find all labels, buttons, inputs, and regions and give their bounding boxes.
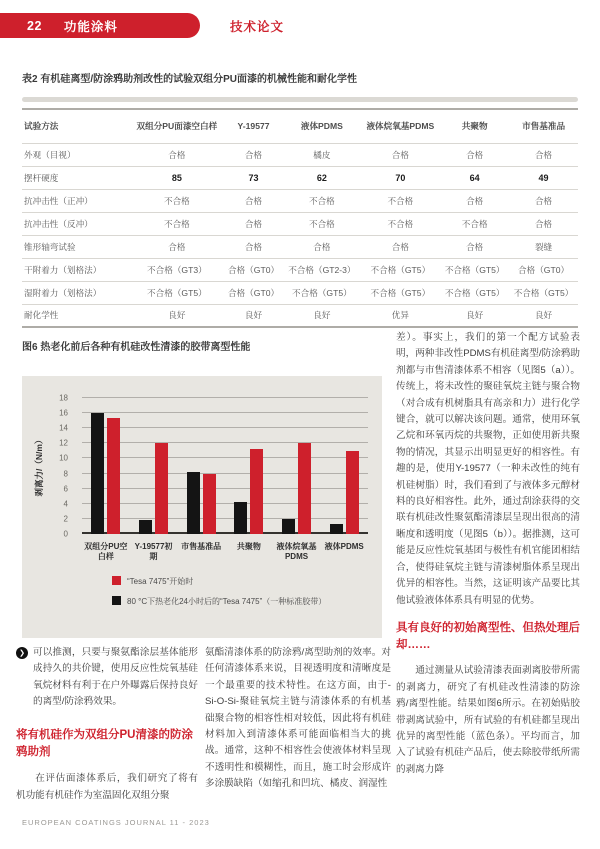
- bar-group: [82, 398, 130, 534]
- table-cell: 橘皮: [283, 143, 360, 166]
- table-row-label: 锥形轴弯试验: [22, 235, 130, 258]
- paragraph: 可以推测，只要与聚氨酯涂层基体能形成持久的共价键，使用反应性烷氧基硅氧烷材料有利于在户外曝露后保持良好的离型/防涂鸦效果。: [33, 647, 198, 708]
- table-row-label: 摆杆硬度: [22, 166, 130, 189]
- table-cell: 裂缝: [509, 235, 578, 258]
- table-cell: 不合格: [360, 189, 440, 212]
- y-tick-label: 16: [59, 408, 68, 418]
- table-cell: 不合格（GT5）: [283, 281, 360, 304]
- table-cell: 64: [440, 166, 509, 189]
- table-cell: 不合格（GT3）: [130, 258, 224, 281]
- table-cell: 合格: [440, 143, 509, 166]
- table-row: [22, 281, 578, 304]
- journal-footer: EUROPEAN COATINGS JOURNAL 11 - 2023: [22, 818, 210, 827]
- page-number: 22: [27, 18, 42, 33]
- table-cell: 不合格: [440, 212, 509, 235]
- table-row: [22, 143, 578, 166]
- table-cell: 不合格（GT5）: [509, 281, 578, 304]
- table-cell: 合格: [224, 143, 284, 166]
- table-cell: 70: [360, 166, 440, 189]
- table-row-label: 外观（目视）: [22, 143, 130, 166]
- table-cell: 合格: [360, 235, 440, 258]
- table-cell: 不合格: [283, 212, 360, 235]
- table-cell: 合格: [509, 189, 578, 212]
- bar: [187, 472, 200, 534]
- legend-label: “Tesa 7475”开始时: [127, 577, 194, 586]
- x-axis-labels: [82, 542, 368, 563]
- table-cell: 不合格: [130, 189, 224, 212]
- column-middle: [205, 645, 391, 793]
- bar: [107, 418, 120, 534]
- table-cell: 不合格（GT5）: [360, 258, 440, 281]
- y-tick-label: 10: [59, 453, 68, 463]
- table-cell: 合格: [130, 235, 224, 258]
- table-row-label: 湿附着力（划格法）: [22, 281, 130, 304]
- x-category-label: 液体烷氧基PDMS: [276, 542, 317, 562]
- x-category-label: Y-19577初期: [134, 542, 173, 562]
- article-type-label: 技术论文: [230, 19, 285, 34]
- y-tick-label: 6: [63, 484, 68, 494]
- table-cell: 合格: [509, 212, 578, 235]
- table-cell: 不合格（GT5）: [130, 281, 224, 304]
- x-category-label: 市售基准品: [181, 542, 222, 551]
- table-cell: 73: [224, 166, 284, 189]
- chart-bars: [82, 398, 368, 534]
- paragraph: 差）。事实上，我们的第一个配方试验表明，两种非改性PDMS有机硅离型/防涂鸦助剂都与市售清漆体系不相容（见图5（a））。传统上，将未改性的聚硅氧烷主链与聚合物（对合成有机树脂具有高亲和力）进行化学键合，就可以解决该问题。通常，使用环氧乙烷和环氧丙烷的共聚物，正如使用新共聚物的情况，其显示出明显更好的相容性。有趣的是，使用Y-19577（一种未改性的纯有机硅树脂）时，我们看到了与液体多元醇材料的良好相容性。此外，通过刮涂获得的交联有机硅改性聚氨酯清漆层呈现出很高的清晰度和透明度（见图5（b））。据推测，这可能是反应性烷氧基团与极性有机官能团相结合，使得硅氧烷主链与清漆树脂体系呈现出优异的相容性。当然，这证明该产品要比其他试验液体体系具有明显的优势。: [396, 332, 580, 606]
- table-cell: 62: [283, 166, 360, 189]
- bar-group: [130, 398, 178, 534]
- column-left: [16, 645, 198, 804]
- y-tick-label: 8: [63, 469, 68, 479]
- arrow-bullet-icon: ❯: [16, 647, 28, 659]
- bar: [203, 474, 216, 534]
- section-title: 功能涂料: [63, 19, 118, 34]
- bar: [91, 413, 104, 534]
- y-tick-label: 12: [59, 438, 68, 448]
- table-row: [22, 258, 578, 281]
- y-tick-label: 18: [59, 393, 68, 403]
- bar: [330, 524, 343, 534]
- bar-group: [225, 398, 273, 534]
- table-cell: 合格: [224, 189, 284, 212]
- table-cell: 合格（GT0）: [224, 281, 284, 304]
- table-row-label: 耐化学性: [22, 304, 130, 327]
- table-cell: 合格（GT0）: [509, 258, 578, 281]
- table-cell: 不合格（GT5）: [440, 281, 509, 304]
- column-right: [396, 330, 580, 778]
- page-header: [0, 13, 600, 38]
- table-column-header: 双组分PU面漆空白样: [136, 120, 218, 131]
- results-table-head: [22, 109, 578, 143]
- bar-chart: [22, 376, 382, 638]
- table-cell: 合格: [440, 189, 509, 212]
- table-column-header: 市售基准品: [522, 120, 566, 131]
- section-heading-initial-release: 具有良好的初始离型性、但热处理后却……: [396, 621, 580, 652]
- section-heading-antigraffiti: 将有机硅作为双组分PU清漆的防涂鸦助剂: [16, 728, 193, 758]
- legend-swatch: [112, 596, 121, 605]
- table-row: [22, 166, 578, 189]
- results-table-wrap: [22, 97, 578, 328]
- table-column-header: Y-19577: [237, 120, 270, 131]
- table-cell: 合格: [440, 235, 509, 258]
- table-cell: 不合格: [360, 212, 440, 235]
- table-row: [22, 189, 578, 212]
- table-column-header: 试验方法: [24, 120, 59, 131]
- table-column-header: 液体烷氧基PDMS: [366, 120, 435, 131]
- y-tick-label: 2: [63, 514, 68, 524]
- x-category-label: 共聚物: [236, 542, 261, 551]
- chart-legend: [112, 576, 326, 607]
- bar: [139, 520, 152, 534]
- table-cell: 良好: [509, 304, 578, 327]
- table-row: [22, 304, 578, 327]
- table-cell: 不合格: [130, 212, 224, 235]
- bar: [346, 451, 359, 534]
- y-axis-label: 剥离力/（N/m）: [34, 435, 44, 497]
- table-cell: 良好: [440, 304, 509, 327]
- table-cell: 不合格: [283, 189, 360, 212]
- table-row: [22, 235, 578, 258]
- y-tick-label: 14: [59, 423, 68, 433]
- section-badge: [0, 13, 200, 38]
- table-cell: 合格: [283, 235, 360, 258]
- bar-group: [320, 398, 368, 534]
- bar-group: [177, 398, 225, 534]
- table-title: 表2 有机硅离型/防涂鸦助剂改性的试验双组分PU面漆的机械性能和耐化学性: [22, 74, 358, 85]
- table-row-label: 抗冲击性（正冲）: [22, 189, 130, 212]
- paragraph: 在评估面漆体系后，我们研究了将有机功能有机硅作为室温固化双组分聚: [16, 773, 198, 801]
- table-cell: 合格: [130, 143, 224, 166]
- table-row-label: 抗冲击性（反冲）: [22, 212, 130, 235]
- y-tick-label: 0: [63, 529, 68, 539]
- results-table-body: [22, 143, 578, 327]
- bar: [234, 502, 247, 534]
- legend-item: [112, 596, 326, 607]
- table-cell: 不合格（GT5）: [360, 281, 440, 304]
- table-cell: 不合格（GT5）: [440, 258, 509, 281]
- table-cell: 优异: [360, 304, 440, 327]
- table-cell: 良好: [224, 304, 284, 327]
- table-row-label: 干附着力（划格法）: [22, 258, 130, 281]
- table-cell: 合格: [509, 143, 578, 166]
- y-tick-label: 4: [63, 499, 68, 509]
- paragraph: 通过测量从试验清漆表面剥离胶带所需的剥离力，研究了有机硅改性清漆的防涂鸦/离型性能。结果如图6所示。在初始贴胶带剥离试验中，所有试验的有机硅都呈现出优异的离型性能（蓝色条）。平均而言，加入了试验有机硅产品后，使去除胶带纸所需的剥离力降: [396, 665, 580, 775]
- table-cell: 49: [509, 166, 578, 189]
- bar: [298, 443, 311, 534]
- bullet-paragraph: [16, 645, 198, 711]
- table-cell: 合格: [360, 143, 440, 166]
- x-category-label: 液体PDMS: [324, 542, 364, 551]
- table-cell: 合格: [224, 212, 284, 235]
- table-cell: 85: [130, 166, 224, 189]
- table-column-header: 液体PDMS: [300, 120, 343, 131]
- table-cell: 良好: [283, 304, 360, 327]
- table-cell: 不合格（GT2-3）: [283, 258, 360, 281]
- table-cell: 良好: [130, 304, 224, 327]
- table-row: [22, 212, 578, 235]
- y-axis-ticks: [22, 393, 74, 539]
- table-cell: 合格: [224, 235, 284, 258]
- table-top-bar: [22, 97, 578, 102]
- bar-group: [273, 398, 321, 534]
- legend-item: [112, 576, 326, 587]
- legend-swatch: [112, 576, 121, 585]
- paragraph: 氨酯清漆体系的防涂鸦/离型助剂的效率。对任何清漆体系来说，目视透明度和清晰度是一个最重要的技术特性。在这方面，由于-Si-O-Si-聚硅氧烷主链与清漆体系的有机基础聚合物的相容性相对较低，因此将有机硅材料加入到清漆体系可能面临相当大的挑战。通常，这种不相容性会使液体材料呈现不透明性和模糊性，而且，施工时会形成许多涂膜缺陷（如缩孔和凹坑、橘皮、润湿性: [205, 647, 391, 790]
- x-category-label: 双组分PU空白样: [84, 542, 128, 562]
- table-cell: 合格（GT0）: [224, 258, 284, 281]
- legend-label: 80 °C下热老化24小时后的“Tesa 7475”（一种标准胶带）: [127, 597, 327, 606]
- bar: [282, 519, 295, 534]
- figure-title: 图6 热老化前后各种有机硅改性清漆的胶带离型性能: [22, 342, 251, 353]
- bar: [250, 449, 263, 534]
- table-column-header: 共聚物: [461, 120, 488, 131]
- results-table: [22, 108, 578, 328]
- bar: [155, 443, 168, 534]
